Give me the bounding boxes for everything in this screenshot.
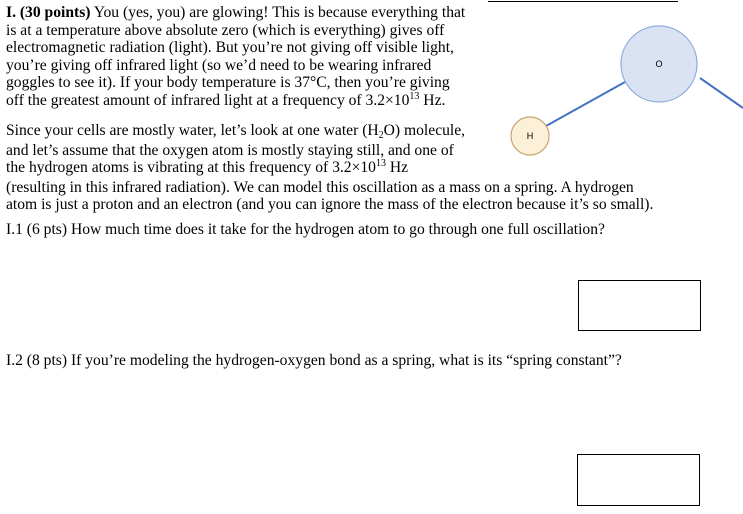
intro-line-5: goggles to see it). If your body temperature is 37°C, then you’re giving bbox=[6, 74, 450, 92]
intro-line-6: off the greatest amount of infrared light at a frequency of $3.2\times 10^{13}$ Hz. bbox=[6, 90, 446, 109]
question-1 bbox=[6, 221, 605, 239]
problem-heading: I. (30 points) bbox=[6, 4, 91, 21]
question-2 bbox=[6, 352, 622, 370]
oxygen-label: O bbox=[655, 59, 663, 69]
setup-line-3: the hydrogen atoms is vibrating at this frequency of $3.2\times 10^{13}$ Hz bbox=[6, 158, 409, 177]
intro-line-1: I. (30 points) You (yes, you) are glowing! This is because everything that bbox=[6, 4, 466, 21]
frequency-exponent: 13 bbox=[409, 90, 420, 102]
setup-line-2: and let’s assume that the oxygen atom is mostly staying still, and one of bbox=[6, 141, 454, 159]
problem-setup bbox=[6, 122, 653, 214]
answer-box-2[interactable] bbox=[577, 454, 700, 506]
oh-bond-line bbox=[546, 82, 625, 126]
second-bond-line bbox=[700, 78, 743, 108]
question-2-text: I.2 (8 pts) If you’re modeling the hydrogen-oxygen bond as a spring, what is its “spring constant”? bbox=[6, 352, 622, 369]
frequency-exponent-2: 13 bbox=[375, 158, 386, 170]
setup-line-4: (resulting in this infrared radiation). We can model this oscillation as a mass on a spring. A hydrogen bbox=[6, 178, 634, 196]
water-subscript: 2 bbox=[378, 130, 384, 141]
problem-intro bbox=[6, 4, 465, 112]
intro-line-2: is at a temperature above absolute zero (which is everything) gives off bbox=[6, 21, 445, 39]
intro-line-3: electromagnetic radiation (light). But you’re not giving off visible light, bbox=[6, 39, 454, 57]
intro-line-4: you’re giving off infrared light (so we’d need to be wearing infrared bbox=[6, 56, 432, 74]
question-1-text: I.1 (6 pts) How much time does it take for the hydrogen atom to go through one full oscillation? bbox=[6, 221, 605, 238]
setup-line-5: atom is just a proton and an electron (and you can ignore the mass of the electron because it’s so small). bbox=[6, 196, 654, 214]
setup-line-1: Since your cells are mostly water, let’s look at one water $(H_2O)$ molecule, bbox=[6, 122, 466, 141]
answer-box-1[interactable] bbox=[578, 280, 701, 331]
hydrogen-label: H bbox=[526, 131, 534, 141]
